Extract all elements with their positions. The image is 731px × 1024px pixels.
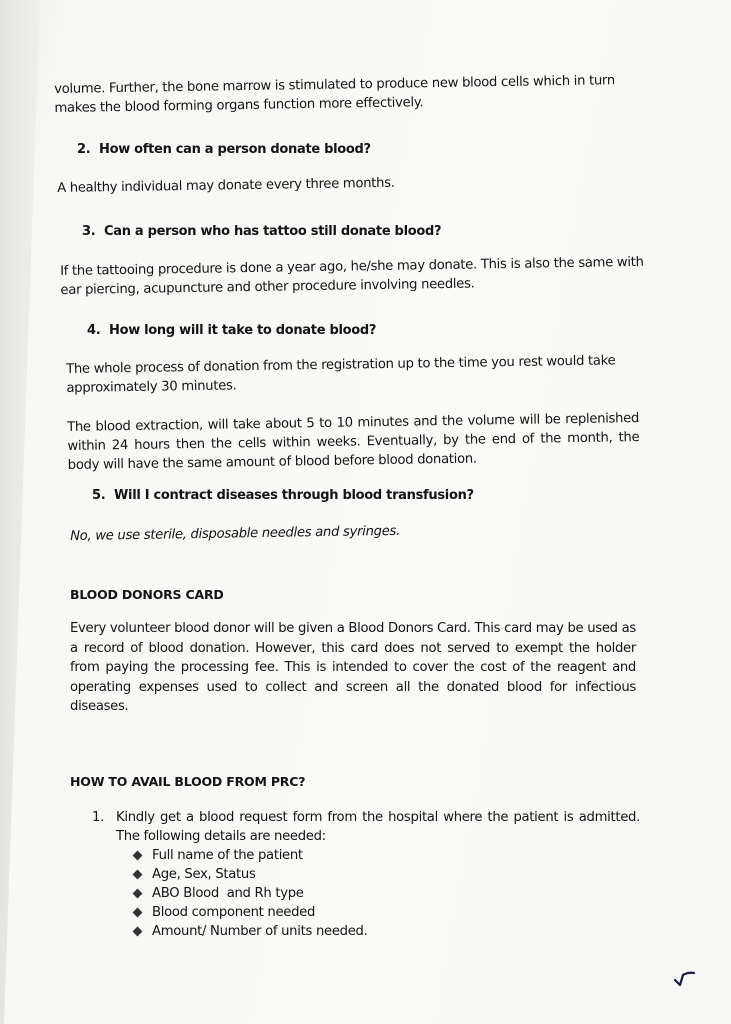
faq-question [87,321,376,340]
faq-number: 2. [77,142,91,157]
detail-item [130,865,640,884]
faq-question-text: How often can a person donate blood? [99,142,371,157]
detail-text: ABO Blood and Rh type [152,886,304,901]
faq-question [77,140,371,159]
detail-item [130,846,640,865]
diamond-bullet-icon [133,908,143,918]
faq-number: 3. [82,224,96,239]
diamond-bullet-icon [133,889,143,899]
handwritten-checkmark-icon [674,970,696,988]
avail-step [92,808,640,941]
step-text: Kindly get a blood request form from the hospital where the patient is admitted. The following details are needed: [116,810,640,844]
avail-blood-heading: HOW TO AVAIL BLOOD FROM PRC? [70,774,306,789]
faq-answer: The blood extraction, will take about 5 to 10 minutes and the volume will be replenished within 24 hours then the cells within weeks. Eventually, by the end of the month, the body will have the same amount of blood before blood donation. [67,411,640,473]
faq-question [92,486,474,505]
donors-card-heading: BLOOD DONORS CARD [70,587,224,602]
detail-item [130,922,640,941]
donors-card-text: Every volunteer blood donor will be given a Blood Donors Card. This card may be used as a record of blood donation. However, this card does not served to exempt the holder from paying the processing fee. This is intended to cover the cost of the reagent and operating expenses used to collect and screen all the donated blood for infectious diseases. [70,621,636,714]
faq-question-text: Will I contract diseases through blood transfusion? [114,488,474,503]
detail-text: Full name of the patient [152,848,303,863]
diamond-bullet-icon [133,927,143,937]
intro-paragraph: volume. Further, the bone marrow is stimulated to produce new blood cells which in turn makes the blood forming organs function more effectively. [54,73,616,116]
faq-answer: The whole process of donation from the registration up to the time you rest would take approximately 30 minutes. [66,353,616,396]
faq-answer: If the tattooing procedure is done a year ago, he/she may donate. This is also the same with ear piercing, acupuncture and other procedure involving needles. [60,254,644,298]
faq-question-text: How long will it take to donate blood? [109,323,377,338]
faq-number: 5. [92,488,106,503]
faq-number: 4. [87,323,101,338]
detail-text: Age, Sex, Status [152,867,256,882]
faq-answer: A healthy individual may donate every three months. [57,175,395,196]
detail-text: Blood component needed [152,905,316,920]
page-fold-shadow [0,0,40,1024]
diamond-bullet-icon [133,851,143,861]
faq-question-text: Can a person who has tattoo still donate blood? [104,224,442,239]
step-number: 1. [92,810,104,825]
details-list [130,846,640,941]
diamond-bullet-icon [133,870,143,880]
faq-answer: No, we use sterile, disposable needles and syringes. [70,523,401,544]
detail-item [130,903,640,922]
faq-question [82,222,441,241]
detail-text: Amount/ Number of units needed. [152,924,368,939]
detail-item [130,884,640,903]
